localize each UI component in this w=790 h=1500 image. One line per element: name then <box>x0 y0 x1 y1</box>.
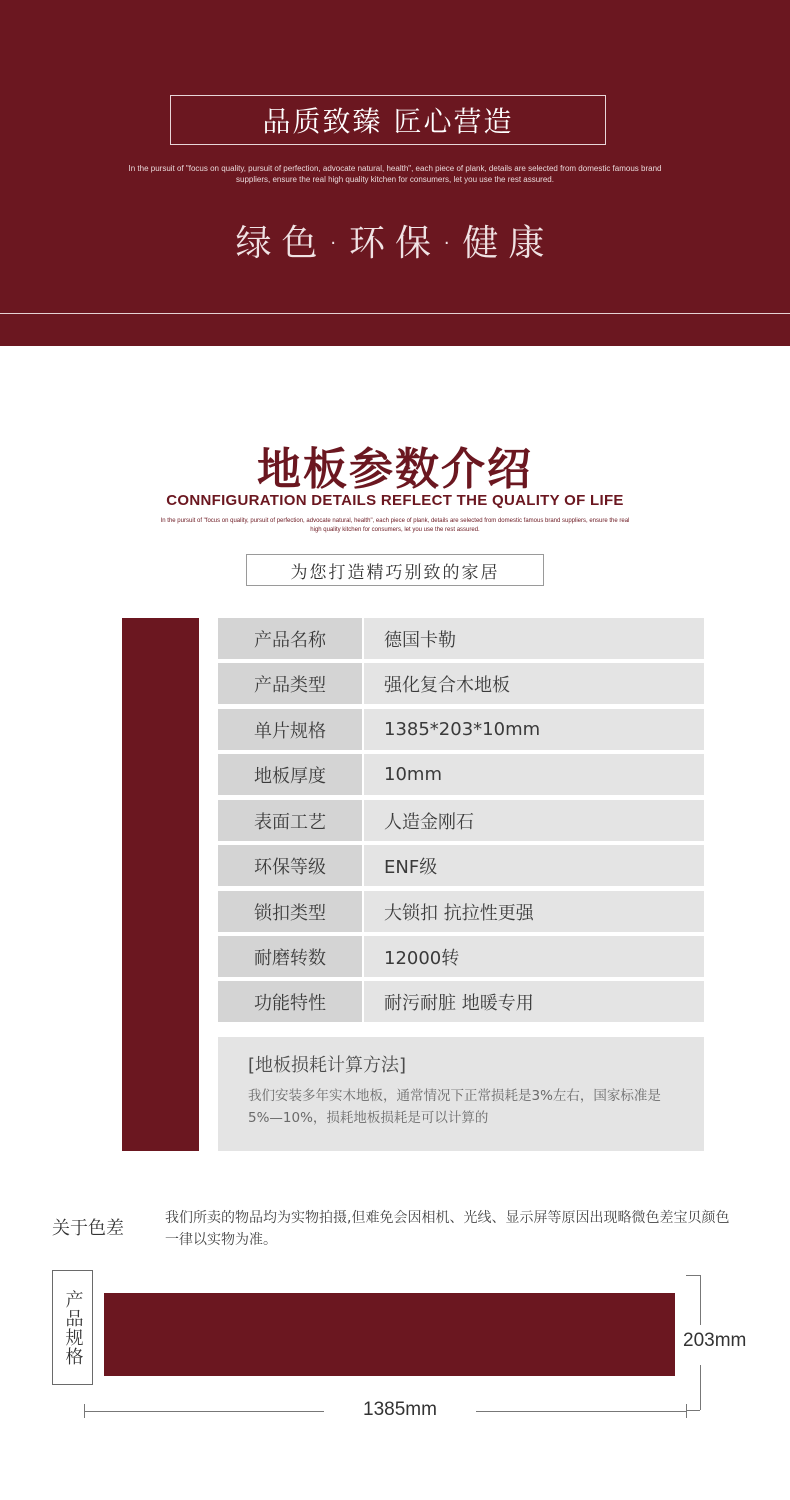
height-dimension-label: 203mm <box>683 1330 747 1351</box>
height-dimension-line <box>700 1365 701 1410</box>
param-value: 耐污耐脏 地暖专用 <box>364 981 704 1022</box>
section-title: 地板参数介绍 <box>257 444 533 495</box>
color-difference-label: 关于色差 <box>52 1218 124 1239</box>
param-label: 功能特性 <box>218 981 362 1022</box>
param-value: 德国卡勒 <box>364 618 704 659</box>
param-row <box>218 981 704 1022</box>
param-label: 地板厚度 <box>218 754 362 795</box>
param-row <box>218 754 704 795</box>
param-value: 人造金刚石 <box>364 800 704 841</box>
param-label: 产品名称 <box>218 618 362 659</box>
section-english-text: In the pursuit of "focus on quality, pursuit of perfection, advocate natural, health", each piece of plank, details are selected from domestic famous brand suppliers, ensure the real high quality kitchen for consumers, let you use the rest assured. <box>160 518 630 533</box>
dimension-tick <box>686 1275 700 1276</box>
color-difference-text: 我们所卖的物品均为实物拍摄,但难免会因相机、光线、显示屏等原因出现略微色差宝贝颜色一律以实物为准。 <box>165 1210 730 1248</box>
dimension-tick <box>686 1404 687 1418</box>
section-tagline: 为您打造精巧别致的家居 <box>246 554 544 586</box>
param-label: 锁扣类型 <box>218 891 362 932</box>
dimension-tick <box>686 1410 700 1411</box>
section-subtitle: CONNFIGURATION DETAILS REFLECT THE QUALITY OF LIFE <box>166 492 624 509</box>
banner-english-text: In the pursuit of "focus on quality, pursuit of perfection, advocate natural, health", each piece of plank, details are selected from domestic famous brand suppliers, ensure the real high quality kitchen for consumers, let you use the rest assured. <box>128 164 662 184</box>
param-row <box>218 618 704 659</box>
param-value: 12000转 <box>364 936 704 977</box>
param-value: ENF级 <box>364 845 704 886</box>
decorative-red-bar <box>122 618 199 1151</box>
param-label: 耐磨转数 <box>218 936 362 977</box>
param-row <box>218 891 704 932</box>
param-row <box>218 663 704 704</box>
height-dimension-line <box>700 1275 701 1325</box>
param-row <box>218 936 704 977</box>
param-row <box>218 709 704 750</box>
param-label: 环保等级 <box>218 845 362 886</box>
param-label: 表面工艺 <box>218 800 362 841</box>
param-row <box>218 845 704 886</box>
loss-title: [地板损耗计算方法] <box>248 1055 407 1076</box>
spec-label-box <box>52 1270 93 1385</box>
param-value: 强化复合木地板 <box>364 663 704 704</box>
loss-text: 我们安装多年实木地板，通常情况下正常损耗是3%左右，国家标准是5%—10%，损耗地板损耗是可以计算的 <box>248 1088 661 1126</box>
banner-slogan: 绿色·环保·健康 <box>235 223 555 264</box>
width-dimension-line <box>84 1411 324 1412</box>
loss-calculation-box <box>218 1037 704 1151</box>
param-value: 10mm <box>364 754 704 795</box>
param-value: 大锁扣 抗拉性更强 <box>364 891 704 932</box>
spec-label: 产品规格 <box>62 1289 84 1366</box>
banner-divider <box>0 313 790 314</box>
banner-title: 品质致臻 匠心营造 <box>170 95 606 145</box>
width-dimension-label: 1385mm <box>363 1399 437 1420</box>
param-label: 产品类型 <box>218 663 362 704</box>
param-label: 单片规格 <box>218 709 362 750</box>
param-value: 1385*203*10mm <box>364 709 704 750</box>
width-dimension-line <box>476 1411 686 1412</box>
board-diagram <box>104 1293 675 1376</box>
param-row <box>218 800 704 841</box>
